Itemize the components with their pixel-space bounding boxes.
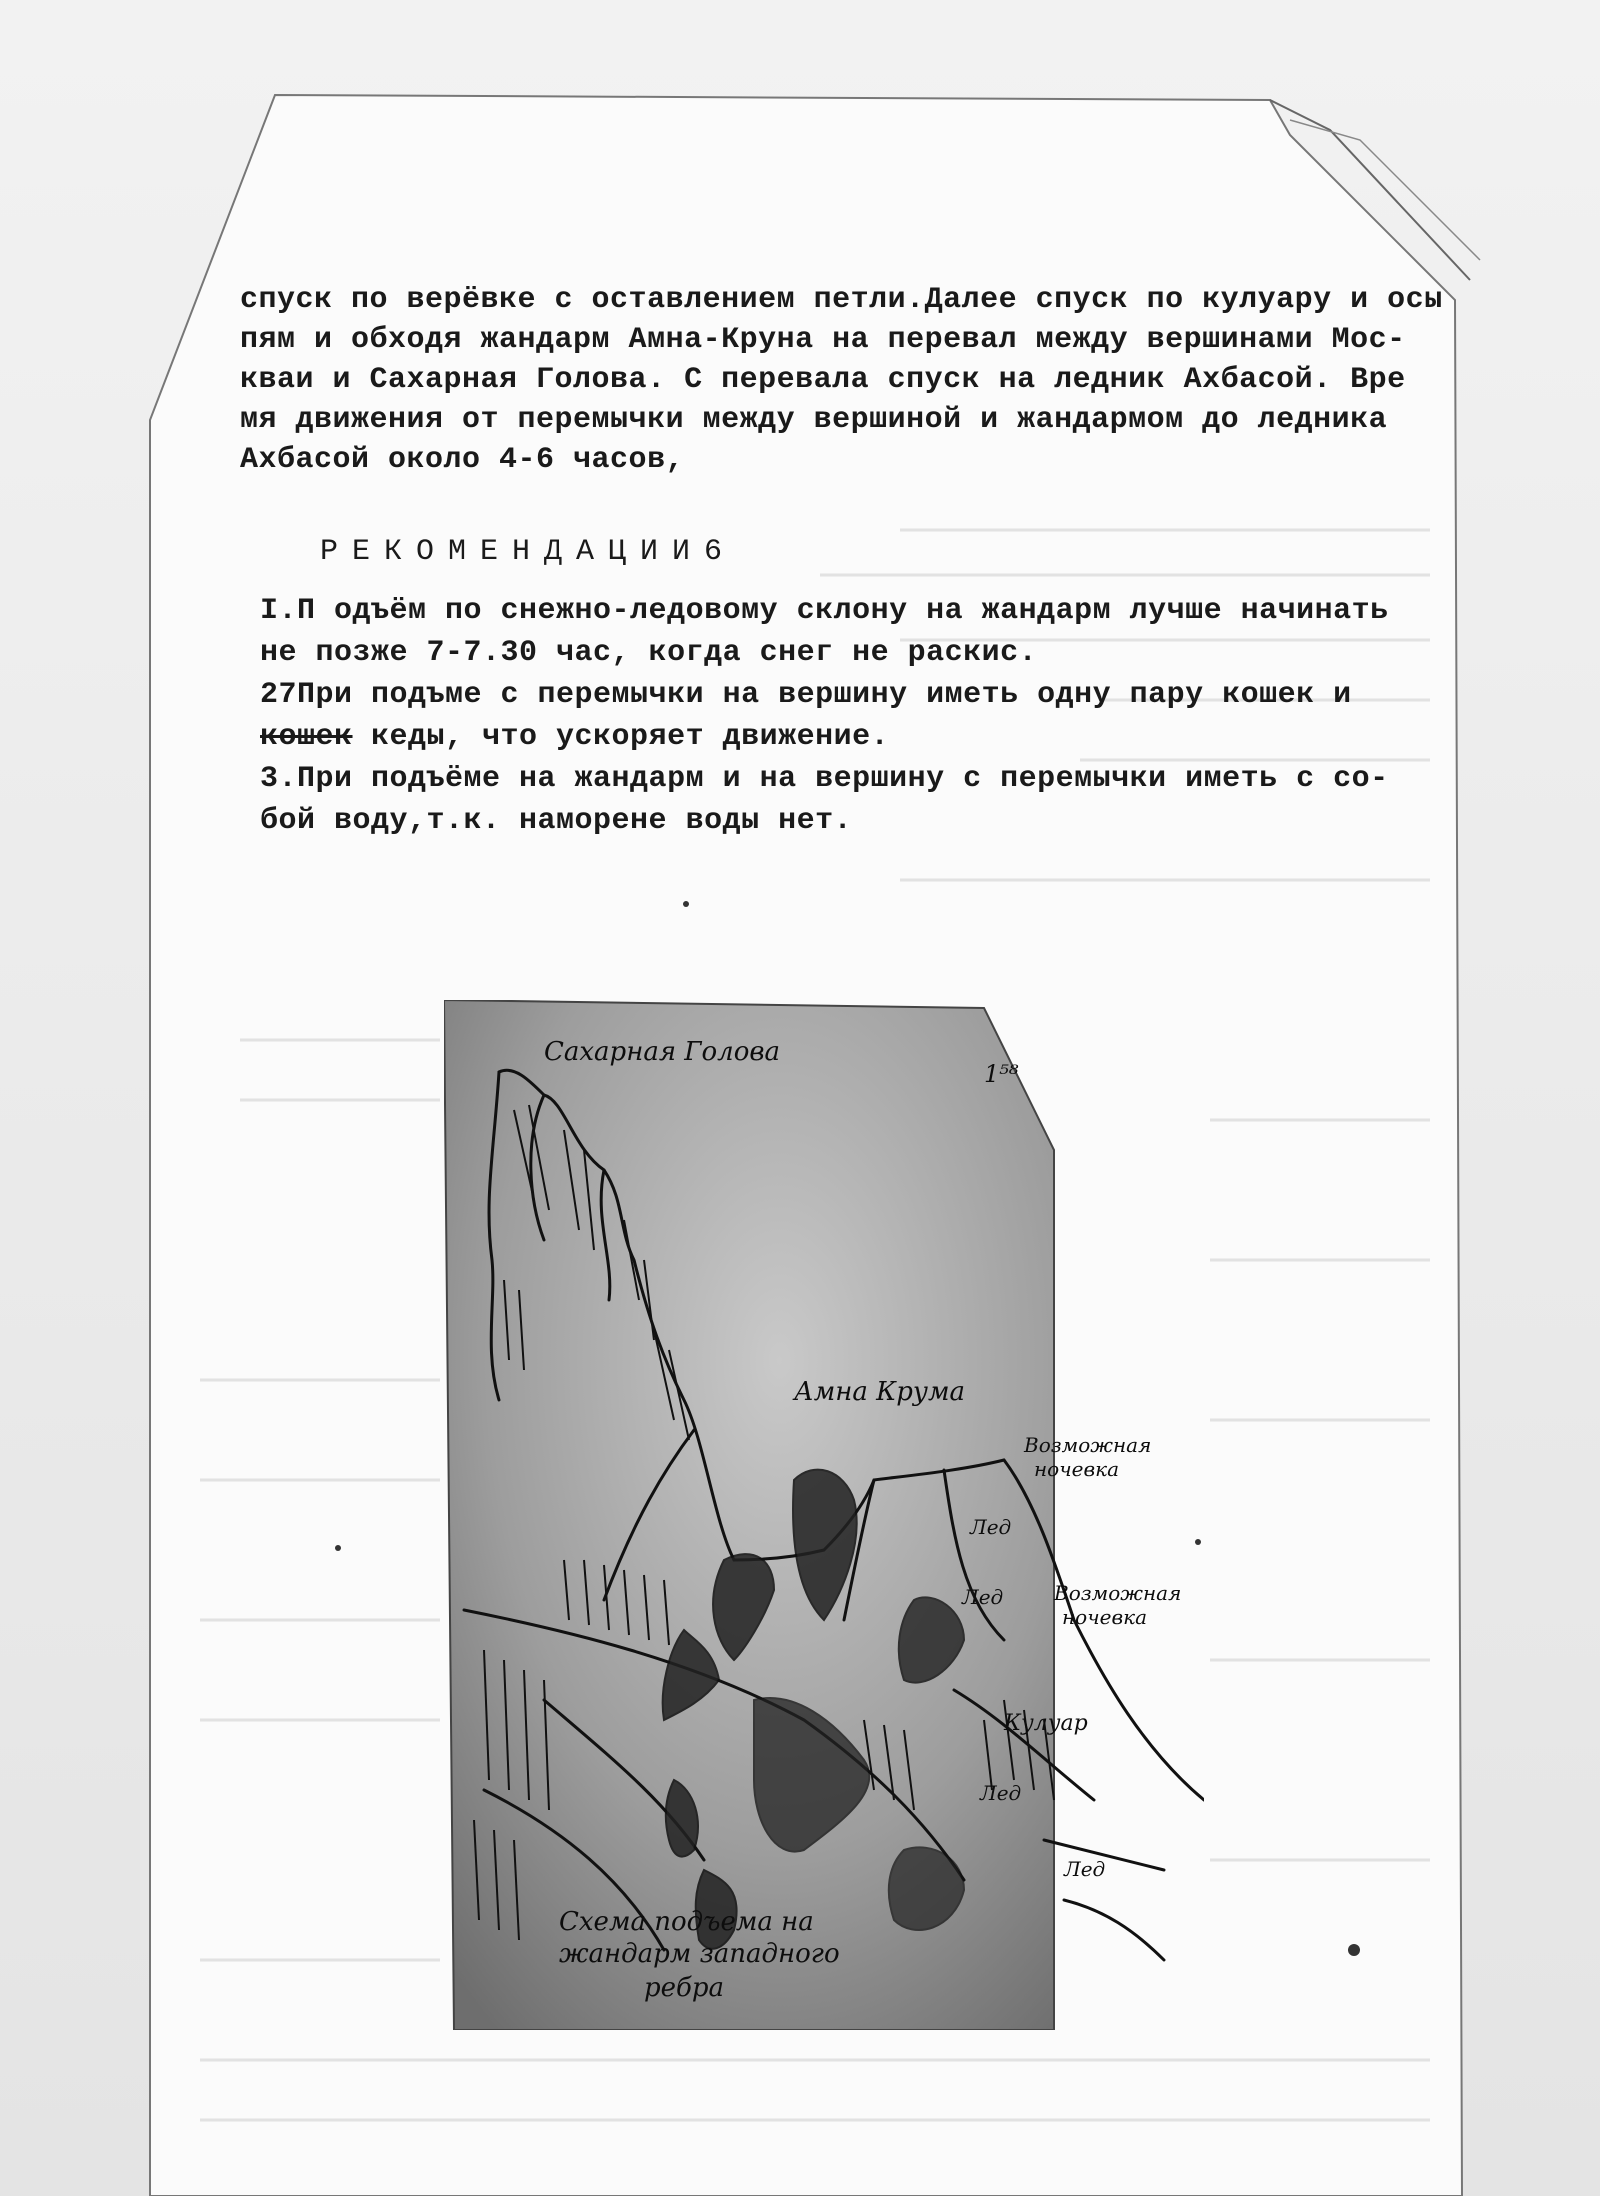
page-number: 1⁵⁸ — [984, 1060, 1019, 1088]
caption-line: ребра — [644, 1973, 725, 2003]
label-ice: Лед — [980, 1781, 1022, 1805]
paragraph-line: кваи и Сахарная Голова. С перевала спуск на ледник Ахбасой. Вре — [240, 363, 1406, 397]
struck-word: кошек — [260, 720, 353, 754]
label-gendarme: Амна Крума — [794, 1377, 966, 1407]
label-ice: Лед — [1064, 1857, 1106, 1881]
recommendation-2-line-2 — [260, 716, 1389, 758]
caption-line: Схема подъема на — [559, 1907, 814, 1937]
route-sketch-figure — [444, 1000, 1204, 2030]
label-bivouac-2: Возможная — [1054, 1581, 1182, 1605]
label-peak: Сахарная Голова — [544, 1037, 781, 1067]
label-bivouac-2: ночевка — [1062, 1605, 1147, 1629]
recommendation-3-line-2: бой воду,т.к. наморене воды нет. — [260, 804, 853, 838]
recommendation-2-line-1: 27При подъме с перемычки на вершину иметь одну пару кошек и — [260, 678, 1352, 712]
recommendation-1-line-1: I.П одъём по снежно-ледовому склону на жандарм лучше начинать — [260, 594, 1389, 628]
label-bivouac-1: ночевка — [1034, 1457, 1119, 1481]
caption-line: жандарм западного — [559, 1939, 840, 1969]
recommendations-heading: РЕКОМЕНДАЦИИ6 — [320, 535, 737, 569]
label-bivouac-1: Возможная — [1024, 1433, 1152, 1457]
recommendations-list — [260, 590, 1389, 842]
recommendation-1-line-2: не позже 7-7.30 час, когда снег не раскис. — [260, 636, 1038, 670]
description-paragraph — [240, 280, 1443, 480]
label-ice: Лед — [962, 1585, 1004, 1609]
paragraph-line: Ахбасой около 4-6 часов, — [240, 443, 685, 477]
recommendation-2-rest: кеды, что ускоряет движение. — [352, 720, 890, 754]
paragraph-line: пям и обходя жандарм Амна-Круна на перевал между вершинами Мос- — [240, 323, 1406, 357]
label-couloir: Кулуар — [1004, 1711, 1088, 1736]
paragraph-line: мя движения от перемычки между вершиной и жандармом до ледника — [240, 403, 1388, 437]
paragraph-line: спуск по верёвке с оставлением петли.Далее спуск по кулуару и осы — [240, 283, 1443, 317]
label-ice: Лед — [970, 1515, 1012, 1539]
recommendation-3-line-1: 3.При подъёме на жандарм и на вершину с перемычки иметь с со- — [260, 762, 1389, 796]
